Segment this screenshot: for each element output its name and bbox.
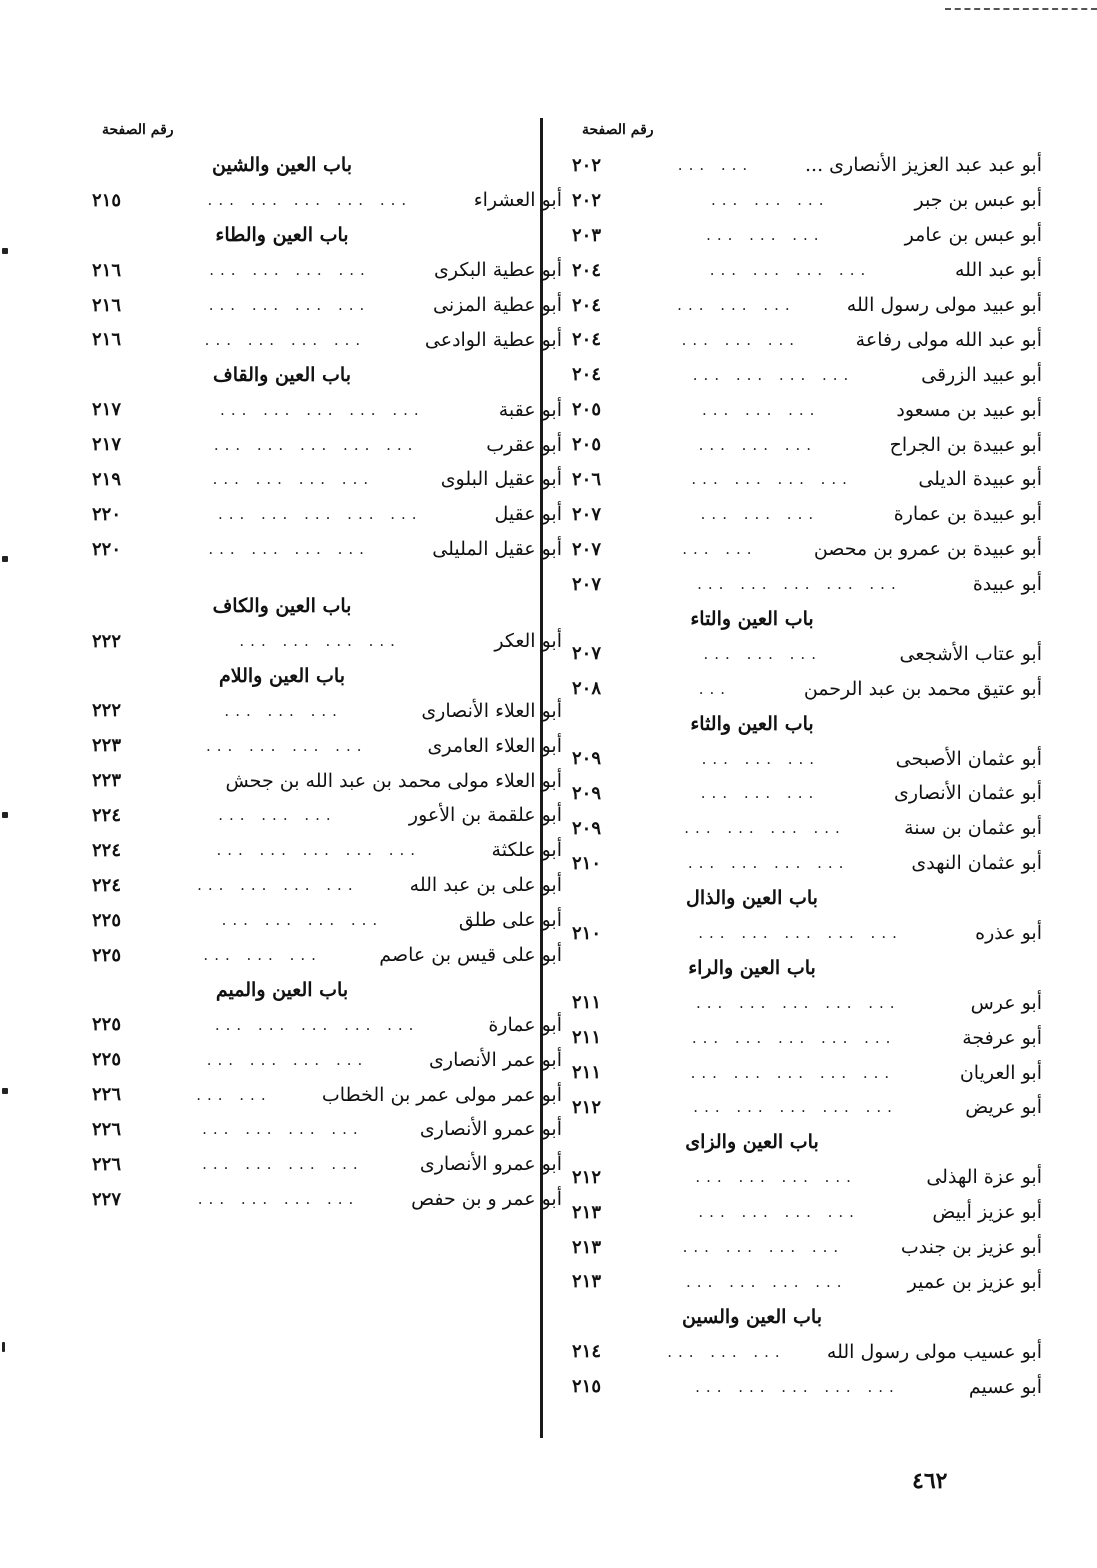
leader-dots: ... ... ... ... [197,876,359,895]
entry-name: أبو عطية الوادعى [424,328,562,351]
index-entry [572,1230,1042,1265]
entry-page-number: ٢٠٢ [572,189,602,211]
index-entry [92,532,562,567]
index-entry [572,636,1042,671]
entry-page-number: ٢٠٨ [572,678,602,700]
entry-name: أبو عسيم [968,1375,1042,1398]
leader-dots: ... ... ... ... [692,365,855,384]
index-column-left [92,112,562,1217]
entry-page-number: ٢٢٧ [92,1188,122,1210]
entry-page-number: ٢٠٤ [572,329,602,351]
leader-dots: ... ... ... ... [204,330,367,349]
entry-name: أبو عتيق محمد بن عبد الرحمن [803,677,1042,700]
index-entry [572,532,1042,567]
index-entry [572,1090,1042,1125]
index-entry [572,392,1042,427]
section-heading: باب العين والراء [688,956,816,979]
index-entry [92,253,562,288]
entry-page-number: ٢٠٥ [572,399,602,421]
section-heading: باب العين والثاء [690,712,814,735]
entry-name: أبو على طلق [458,909,562,932]
leader-dots: ... ... ... ... [197,1190,360,1209]
entry-page-number: ٢١٣ [572,1236,602,1258]
entry-name: أبو عمرو الأنصارى [419,1153,562,1176]
leader-dots: ... ... ... [203,946,322,965]
entry-name: أبو عبيدة بن الجراح [889,433,1042,456]
index-entry [92,1182,562,1217]
index-entry [572,183,1042,218]
entry-name: أبو عبد الله [954,259,1042,282]
entry-page-number: ٢١٠ [572,852,602,874]
entry-name: أبو عرفجة [962,1026,1042,1049]
leader-dots: ... ... ... ... [202,1155,364,1174]
index-entry [92,1077,562,1112]
entry-name: أبو عمر الأنصارى [429,1048,562,1071]
entry-page-number: ٢٠٧ [572,573,602,595]
leader-dots: ... ... ... ... [202,1120,364,1139]
entry-name: أبو عبد عبد العزيز الأنصارى ... [805,154,1042,177]
leader-dots: ... ... ... ... ... [691,1028,897,1047]
leader-dots: ... ... ... ... ... [216,841,422,860]
leader-dots: ... ... ... [701,749,821,768]
leader-dots: ... ... ... [698,435,818,454]
entry-name: أبو عبس بن جبر [914,189,1042,212]
entry-page-number: ٢٠٩ [572,817,602,839]
spacer [92,567,562,589]
margin-mark [2,556,8,562]
leader-dots: ... ... ... [700,505,820,524]
entry-page-number: ٢٠٧ [572,503,602,525]
entry-name: أبو عزة الهذلى [926,1166,1042,1189]
leader-dots: ... ... ... [681,330,801,349]
top-dashed-rule [945,8,1097,10]
entry-page-number: ٢٢٢ [92,630,122,652]
entry-name: أبو العكر [494,630,562,653]
index-entry [92,427,562,462]
index-entry [572,357,1042,392]
entry-name: أبو علقمة بن الأعور [408,804,562,827]
entry-name: أبو عبد الله مولى رفاعة [855,328,1042,351]
entry-page-number: ٢١٧ [92,434,122,456]
index-entry [572,1265,1042,1300]
leader-dots: ... ... [196,1085,272,1104]
entry-name: أبو على بن عبد الله [409,874,562,897]
index-entry [92,1007,562,1042]
index-entry [572,1369,1042,1404]
entry-page-number: ٢٠٣ [572,224,602,246]
index-entry [92,322,562,357]
entry-page-number: ٢٢٣ [92,770,122,792]
entry-name: أبو عزيز بن عمير [907,1270,1042,1293]
section-heading: باب العين والميم [215,978,349,1001]
entry-page-number: ٢٢٤ [92,874,122,896]
entry-page-number: ٢٢٠ [92,538,122,560]
entry-page-number: ٢١٢ [572,1166,602,1188]
leader-dots: ... ... ... ... [698,1203,860,1222]
leader-dots: ... ... ... ... [695,1168,857,1187]
section-heading: باب العين والذال [686,887,818,910]
index-entry [572,567,1042,602]
leader-dots: ... ... ... ... [212,470,375,489]
entry-page-number: ٢٠٢ [572,154,602,176]
index-column-right [572,112,1042,1404]
entry-page-number: ٢١٤ [572,1341,602,1363]
leader-dots: ... ... ... ... ... [695,993,901,1012]
entry-page-number: ٢١٩ [92,468,122,490]
section-heading: باب العين والكاف [212,595,352,618]
section-heading: باب العين والطاء [215,224,349,247]
entry-name: أبو عمر و بن حفص [411,1188,562,1211]
index-entry [92,728,562,763]
entry-name: أبو عبيد بن مسعود [896,398,1042,421]
entry-name: أبو عذره [975,922,1042,945]
index-entry [92,833,562,868]
index-entry [92,624,562,659]
entry-name: أبو عقيل البلوى [440,468,562,491]
entry-page-number: ٢٠٤ [572,364,602,386]
index-entry [572,148,1042,183]
entry-page-number: ٢٢٥ [92,1049,122,1071]
entry-name: أبو عزيز أبيض [932,1201,1042,1224]
entry-page-number: ٢١٧ [92,399,122,421]
entry-page-number: ٢٠٧ [572,538,602,560]
index-entry [572,811,1042,846]
leader-dots: ... ... ... ... [691,470,853,489]
margin-mark [2,1088,8,1094]
section-heading: باب العين واللام [219,664,345,687]
leader-dots: ... ... ... [667,1342,786,1361]
index-entry [92,1042,562,1077]
entry-page-number: ٢٠٤ [572,259,602,281]
leader-dots: ... ... [682,540,758,559]
leader-dots: ... ... ... ... ... [697,575,902,594]
entry-name: أبو عبس بن عامر [904,224,1042,247]
leader-dots: ... ... ... ... ... [217,505,423,524]
entry-name: أبو عطية البكرى [434,259,562,282]
leader-dots: ... ... ... [701,400,821,419]
index-entry [572,427,1042,462]
index-entry [572,288,1042,323]
entry-page-number: ٢٠٩ [572,782,602,804]
index-entry [92,903,562,938]
entry-page-number: ٢١١ [572,992,602,1014]
entry-page-number: ٢٢٢ [92,700,122,722]
leader-dots: ... ... ... ... [709,261,872,280]
leader-dots: ... ... ... [711,191,830,210]
entry-page-number: ٢٢٠ [92,503,122,525]
entry-name: أبو العلاء مولى محمد بن عبد الله بن جحش [225,769,562,792]
entry-page-number: ٢٢٤ [92,804,122,826]
index-entry [92,1112,562,1147]
index-entry [572,1020,1042,1055]
index-entry [572,253,1042,288]
leader-dots: ... ... ... ... [208,540,370,559]
margin-mark [2,248,8,254]
entry-name: أبو عرس [970,991,1042,1014]
index-entry [572,497,1042,532]
leader-dots: ... ... ... ... ... [213,435,419,454]
index-entry [92,392,562,427]
entry-page-number: ٢٢٦ [92,1153,122,1175]
entry-name: أبو عبيدة الديلى [918,468,1042,491]
entry-name: أبو عمرو الأنصارى [419,1118,562,1141]
index-entry [92,497,562,532]
page-number: ٤٦٢ [912,1468,948,1494]
entry-page-number: ٢١٣ [572,1271,602,1293]
entry-page-number: ٢١١ [572,1027,602,1049]
entry-name: أبو عمارة [488,1013,562,1036]
index-entry [92,938,562,973]
leader-dots: ... ... ... ... [221,911,384,930]
index-entry [572,1160,1042,1195]
entry-page-number: ٢٢٤ [92,839,122,861]
entry-page-number: ٢١٥ [92,189,122,211]
entry-name: أبو عثمان الأنصارى [894,782,1042,805]
entry-page-number: ٢٠٥ [572,434,602,456]
index-entry [572,776,1042,811]
index-entry [572,985,1042,1020]
entry-page-number: ٢٠٩ [572,748,602,770]
entry-name: أبو عقيل [494,503,562,526]
section-heading: باب العين والسين [682,1305,823,1328]
entry-page-number: ٢٠٤ [572,294,602,316]
index-entry [572,741,1042,776]
leader-dots: ... ... ... ... [682,1238,845,1257]
leader-dots: ... ... ... ... ... [214,1015,420,1034]
entry-name: أبو عمر مولى عمر بن الخطاب [321,1083,562,1106]
leader-dots: ... ... ... ... [209,261,371,280]
index-entry [572,1055,1042,1090]
index-entry [572,916,1042,951]
leader-dots: ... ... ... [677,296,796,314]
entry-name: أبو عبيدة بن عمارة [893,503,1042,526]
section-heading: باب العين والشين [212,154,353,177]
entry-name: أبو العريان [959,1061,1042,1084]
column-header: رقم الصفحة [102,122,174,138]
entry-name: أبو عطية المزنى [433,294,562,316]
leader-dots: ... ... ... ... ... [695,1377,900,1396]
entry-name: أبو عثمان الأصبحى [895,747,1042,770]
entry-name: أبو عبيد الزرقى [921,363,1042,386]
leader-dots: ... ... ... ... ... [693,1098,898,1117]
leader-dots: ... ... ... ... [208,296,371,314]
leader-dots: ... ... ... [218,806,337,825]
index-entry [92,288,562,323]
index-entry [572,218,1042,253]
leader-dots: ... ... ... ... ... [220,400,425,419]
leader-dots: ... ... ... ... [686,1272,848,1291]
entry-page-number: ٢٢٣ [92,735,122,757]
column-header: رقم الصفحة [582,122,654,138]
leader-dots: ... ... ... ... ... [690,1063,896,1082]
entry-name: أبو عزيز بن جندب [900,1236,1042,1259]
entry-name: أبو عقيل المليلى [432,538,562,561]
margin-mark [2,1342,5,1352]
entry-name: أبو عبيدة بن عمرو بن محصن [813,538,1042,561]
index-entry [92,763,562,798]
entry-name: أبو علكثة [491,839,562,862]
margin-mark [2,812,8,818]
leader-dots: ... ... ... ... [687,854,850,873]
entry-page-number: ٢٠٧ [572,643,602,665]
leader-dots: ... ... ... ... ... [207,191,413,210]
index-entry [572,846,1042,881]
leader-dots: ... [698,679,732,698]
entry-name: أبو عريض [965,1096,1042,1119]
leader-dots: ... ... ... [703,644,822,663]
index-entry [92,798,562,833]
entry-page-number: ٢٢٦ [92,1084,122,1106]
section-heading: باب العين والقاف [213,363,351,386]
index-entry [572,322,1042,357]
entry-page-number: ٢١٦ [92,329,122,351]
entry-page-number: ٢٢٥ [92,1014,122,1036]
entry-page-number: ٢١٥ [572,1376,602,1398]
entry-name: أبو العلاء الأنصارى [421,699,562,722]
index-entry [92,462,562,497]
leader-dots: ... ... ... [706,226,825,245]
entry-page-number: ٢٢٥ [92,909,122,931]
leader-dots: ... ... ... ... ... [698,924,903,943]
section-heading: باب العين والتاء [690,608,814,631]
entry-page-number: ٢٠٦ [572,468,602,490]
entry-name: أبو عسيب مولى رسول الله [826,1340,1042,1363]
entry-page-number: ٢١٦ [92,259,122,281]
index-entry [572,1195,1042,1230]
entry-page-number: ٢١٣ [572,1201,602,1223]
entry-page-number: ٢١٦ [92,294,122,316]
leader-dots: ... ... ... ... [206,1050,369,1069]
entry-name: أبو عبيدة [972,573,1042,596]
leader-dots: ... ... ... ... [239,632,401,651]
leader-dots: ... ... [677,156,754,175]
entry-name: أبو على قيس بن عاصم [379,944,562,967]
entry-name: أبو عقبة [498,398,562,421]
entry-name: أبو عثمان بن سنة [904,817,1042,840]
index-entry [92,183,562,218]
entry-name: أبو عتاب الأشجعى [899,642,1042,665]
leader-dots: ... ... ... ... [205,736,368,755]
leader-dots: ... ... ... [700,784,820,803]
entry-name: أبو العشراء [473,189,562,212]
index-entry [92,1147,562,1182]
index-entry [92,868,562,903]
entry-page-number: ٢٢٥ [92,944,122,966]
entry-page-number: ٢٢٦ [92,1118,122,1140]
entry-name: أبو عثمان النهدى [911,852,1042,875]
entry-page-number: ٢١١ [572,1062,602,1084]
index-entry [92,693,562,728]
index-entry [572,671,1042,706]
section-heading: باب العين والزاى [685,1131,819,1154]
entry-name: أبو عبيد مولى رسول الله [846,294,1042,316]
index-entry [572,1334,1042,1369]
leader-dots: ... ... ... [224,701,343,720]
leader-dots: ... ... ... ... [684,819,846,838]
index-entry [572,462,1042,497]
entry-name: أبو عقرب [486,433,562,456]
entry-name: أبو العلاء العامرى [427,734,562,757]
entry-page-number: ٢١٠ [572,922,602,944]
entry-page-number: ٢١٢ [572,1096,602,1118]
